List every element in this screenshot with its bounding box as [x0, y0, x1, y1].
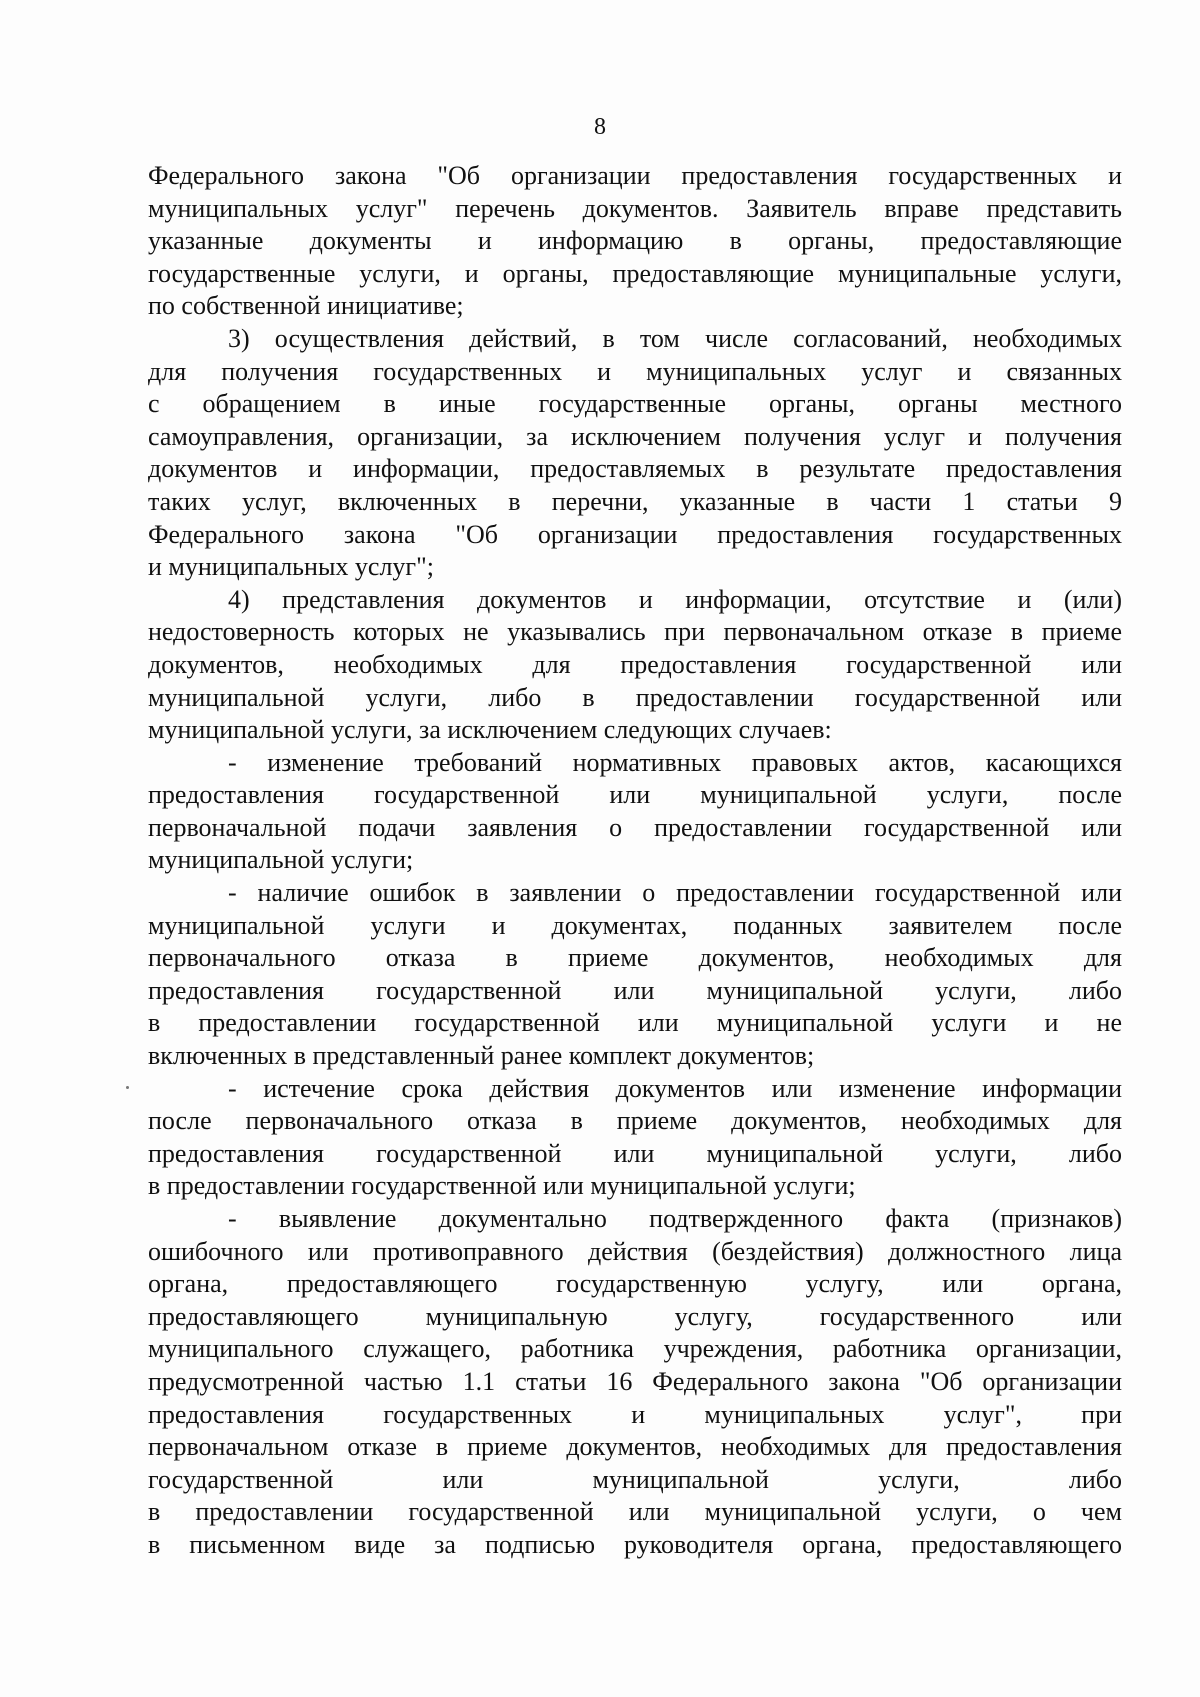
text-line: - истечение срока действия документов или изменение информации: [228, 1073, 1122, 1103]
text-line: муниципальной услуги, либо в предоставлении государственной или: [148, 682, 1122, 712]
text-line: муниципального служащего, работника учреждения, работника организации,: [148, 1334, 1122, 1364]
text-line: в предоставлении государственной или муниципальной услуги, о чем: [148, 1497, 1122, 1527]
text-line: документов, необходимых для предоставления государственной или: [148, 649, 1122, 679]
text-line: первоначального отказа в приеме документов, необходимых для: [148, 943, 1122, 973]
text-line: 4) представления документов и информации, отсутствие и (или): [228, 584, 1122, 614]
text-line: первоначальной подачи заявления о предоставлении государственной или: [148, 812, 1122, 842]
text-line: предусмотренной частью 1.1 статьи 16 Федерального закона "Об организации: [148, 1366, 1122, 1396]
text-line: - изменение требований нормативных правовых актов, касающихся: [228, 747, 1122, 777]
page-number: 8: [594, 114, 606, 140]
text-line: предоставления государственной или муниципальной услуги, либо: [148, 1138, 1122, 1168]
text-line: по собственной инициативе;: [148, 291, 464, 321]
text-line: ошибочного или противоправного действия (бездействия) должностного лица: [148, 1236, 1122, 1266]
text-line: в предоставлении государственной или муниципальной услуги;: [148, 1171, 856, 1201]
text-line: в письменном виде за подписью руководителя органа, предоставляющего: [148, 1529, 1122, 1559]
text-line: с обращением в иные государственные органы, органы местного: [148, 389, 1122, 419]
text-line: предоставления государственной или муниципальной услуги, либо: [148, 975, 1122, 1005]
text-line: Федерального закона "Об организации предоставления государственных: [148, 519, 1122, 549]
text-line: предоставления государственных и муниципальных услуг", при: [148, 1399, 1122, 1429]
text-line: Федерального закона "Об организации предоставления государственных и: [148, 161, 1122, 190]
text-line: муниципальной услуги;: [148, 845, 414, 875]
text-line: предоставляющего муниципальную услугу, государственного или: [148, 1301, 1122, 1331]
text-line: в предоставлении государственной или муниципальной услуги и не: [148, 1008, 1122, 1038]
text-line: документов и информации, предоставляемых в результате предоставления: [148, 454, 1122, 484]
text-line: государственной или муниципальной услуги, либо: [148, 1464, 1122, 1494]
text-line: первоначальном отказе в приеме документов, необходимых для предоставления: [148, 1432, 1122, 1462]
text-line: - выявление документально подтвержденного факта (признаков): [228, 1204, 1122, 1233]
text-line: и муниципальных услуг";: [148, 552, 434, 582]
text-line: после первоначального отказа в приеме документов, необходимых для: [148, 1106, 1122, 1136]
text-line: 3) осуществления действий, в том числе согласований, необходимых: [228, 323, 1122, 353]
text-line: самоуправления, организации, за исключением получения услуг и получения: [148, 421, 1122, 451]
text-line: муниципальной услуги, за исключением следующих случаев:: [148, 715, 832, 745]
text-line: для получения государственных и муниципальных услуг и связанных: [148, 356, 1122, 386]
text-line: государственные услуги, и органы, предоставляющие муниципальные услуги,: [148, 258, 1122, 288]
text-line: органа, предоставляющего государственную услугу, или органа,: [148, 1269, 1122, 1299]
text-line: недостоверность которых не указывались при первоначальном отказе в приеме: [148, 617, 1122, 647]
text-line: включенных в представленный ранее комплект документов;: [148, 1041, 815, 1071]
text-line: предоставления государственной или муниципальной услуги, после: [148, 780, 1122, 810]
text-line: таких услуг, включенных в перечни, указанные в части 1 статьи 9: [148, 486, 1122, 516]
scan-speck: [126, 1086, 129, 1089]
text-line: муниципальной услуги и документах, поданных заявителем после: [148, 910, 1122, 940]
text-line: муниципальных услуг" перечень документов. Заявитель вправе представить: [148, 193, 1122, 223]
body-text: [148, 160, 1122, 1562]
text-line: указанные документы и информацию в органы, предоставляющие: [148, 226, 1122, 256]
text-line: - наличие ошибок в заявлении о предоставлении государственной или: [228, 878, 1122, 908]
